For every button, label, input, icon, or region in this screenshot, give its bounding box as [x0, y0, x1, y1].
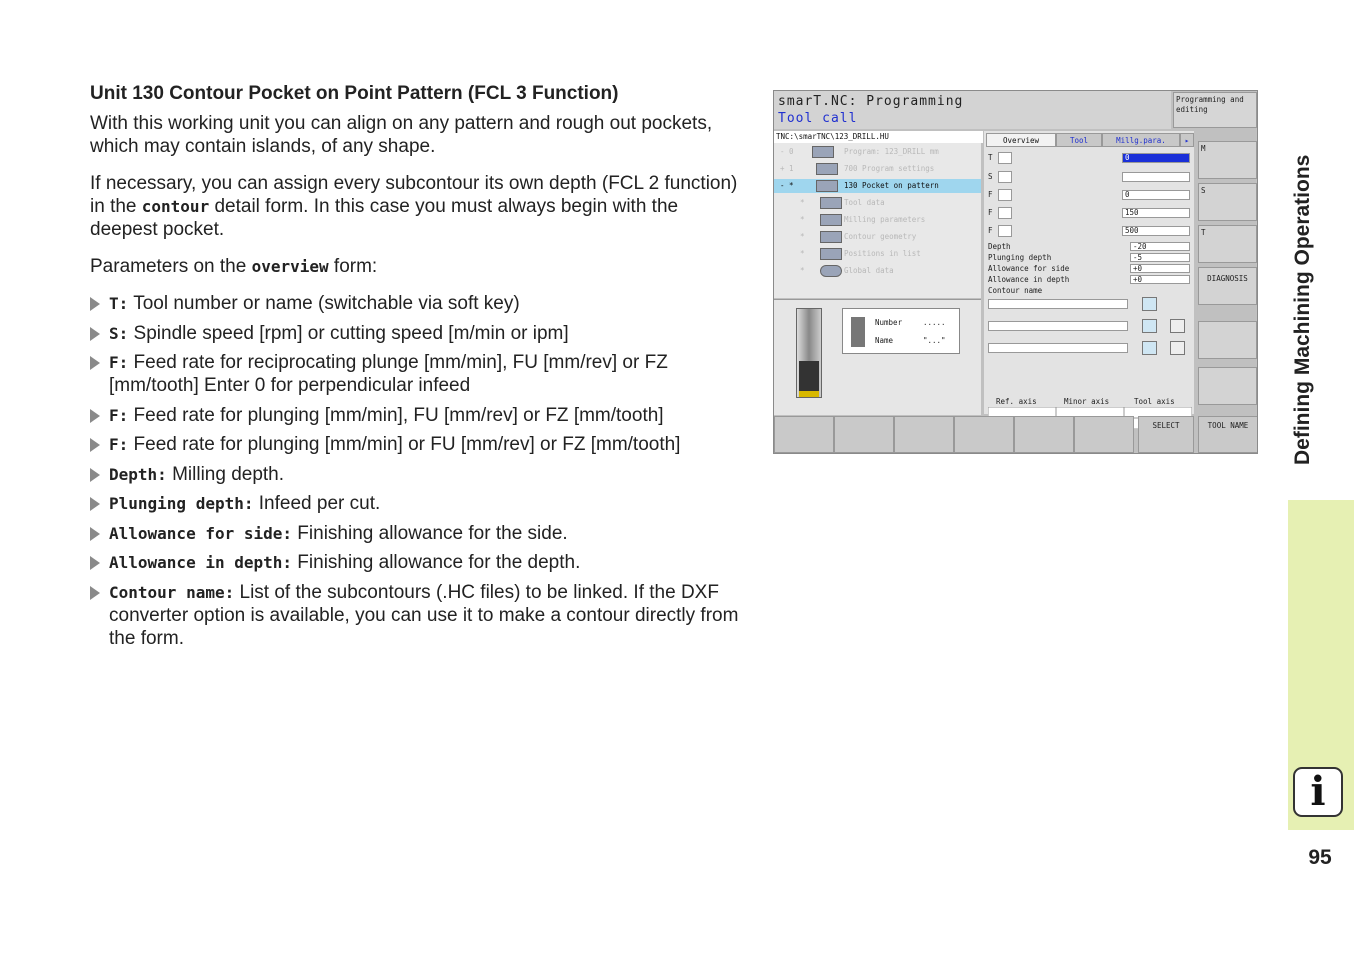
cnc-screen-image [773, 90, 1258, 454]
vertical-softkeys [1198, 131, 1258, 414]
field-key: T [988, 153, 993, 162]
milling-feed-input[interactable]: 500 [1122, 226, 1190, 236]
tree-label: Global data [844, 266, 894, 275]
spindle-speed-input[interactable] [1122, 172, 1190, 182]
tool-field-icon [998, 152, 1012, 164]
field-row-f3 [984, 223, 1194, 239]
plunge-feed-input[interactable]: 150 [1122, 208, 1190, 218]
global-data-icon [820, 265, 842, 277]
list-item [90, 463, 740, 486]
softkey-label: DIAGNOSIS [1207, 274, 1248, 283]
param-row-plunging [984, 252, 1194, 263]
program-icon [812, 146, 834, 158]
tree-symbol: * [800, 266, 805, 275]
tab-overview[interactable]: Overview [986, 133, 1056, 147]
tab-millg-para[interactable]: Millg.para. [1102, 133, 1180, 147]
depth-paragraph [90, 172, 740, 241]
softkey-empty[interactable] [1014, 416, 1074, 453]
intro-paragraph: With this working unit you can align on any pattern and rough out pockets, which may contain islands, of any shape. [90, 113, 713, 157]
plunging-depth-input[interactable]: -5 [1130, 253, 1190, 262]
param-row-side [984, 263, 1194, 274]
select-softkey[interactable] [1138, 416, 1194, 453]
param-desc: Finishing allowance for the side. [292, 522, 568, 544]
contour-pocket-icon[interactable] [1142, 319, 1157, 333]
param-label: Depth [988, 242, 1011, 251]
tree-symbol: * [800, 232, 805, 241]
contour-name-input[interactable] [988, 321, 1128, 331]
cutter-tip [799, 361, 819, 397]
screen-subtitle: Tool call [778, 111, 858, 126]
tree-label: Positions in list [844, 249, 921, 258]
tree-label: 130 Pocket on pattern [844, 181, 939, 190]
bullet-triangle-icon [90, 327, 100, 341]
ref-axis-header: Ref. axis [996, 397, 1037, 406]
number-value: ..... [923, 318, 946, 327]
softkey-t[interactable] [1198, 225, 1257, 263]
tree-item [774, 213, 981, 227]
bullet-triangle-icon [90, 356, 100, 370]
softkey-diagnosis[interactable] [1198, 267, 1257, 305]
tree-item [774, 264, 981, 278]
field-row-t [984, 150, 1194, 166]
tree-symbol: * [800, 198, 805, 207]
reciprocating-feed-icon [998, 189, 1012, 201]
param-desc: Spindle speed [rpm] or cutting speed [m/min or ipm] [128, 322, 569, 344]
tree-symbol: - 0 [780, 147, 794, 156]
page-number: 95 [1308, 846, 1332, 869]
param-key: Plunging depth: [109, 494, 254, 513]
settings-icon [816, 163, 838, 175]
tool-data-icon [820, 197, 842, 209]
list-item [90, 492, 740, 515]
parameter-list [90, 292, 740, 650]
param-key: F: [109, 435, 129, 454]
list-item [90, 433, 740, 456]
bullet-triangle-icon [90, 297, 100, 311]
tree-item [774, 145, 981, 159]
softkey-s[interactable] [1198, 183, 1257, 221]
bullet-triangle-icon [90, 556, 100, 570]
param-row-depth-allow [984, 274, 1194, 285]
end-mill-icon [796, 308, 822, 398]
tree-label: 700 Program settings [844, 164, 935, 173]
positions-icon [820, 248, 842, 260]
mode-indicator: Programming and editing [1173, 92, 1257, 128]
param-key: Contour name: [109, 582, 235, 602]
contour-name-input[interactable] [988, 343, 1128, 353]
tree-item [774, 247, 981, 261]
contour-name-label: Contour name [988, 286, 1043, 295]
param-key: S: [109, 323, 129, 343]
depth-input[interactable]: -20 [1130, 242, 1190, 251]
bullet-triangle-icon [90, 409, 100, 423]
softkey-label: S [1201, 186, 1206, 195]
field-row-s [984, 169, 1194, 185]
param-desc: Tool number or name (switchable via soft key) [128, 293, 520, 314]
bullet-triangle-icon [90, 497, 100, 511]
field-key: F [988, 190, 993, 199]
tree-symbol: * [800, 215, 805, 224]
list-item [90, 581, 740, 650]
overview-form [984, 131, 1194, 414]
param-label: Allowance for side [988, 264, 1070, 273]
softkey-empty[interactable] [774, 416, 834, 453]
list-item [90, 351, 740, 397]
tree-item [774, 162, 981, 176]
softkey-empty[interactable] [834, 416, 894, 453]
param-desc: Feed rate for reciprocating plunge [mm/min], FU [mm/rev] or FZ [mm/tooth] Enter 0 for perpendicular infeed [109, 352, 668, 396]
tree-label: Program: 123_DRILL mm [844, 147, 939, 156]
tab-scroll-arrow[interactable]: ▸ [1180, 133, 1194, 147]
tool-number-input[interactable]: 0 [1122, 153, 1190, 163]
contour-island-icon[interactable] [1170, 341, 1185, 355]
milling-feed-icon [998, 225, 1012, 237]
text-column [90, 82, 740, 656]
tree-label: Contour geometry [844, 232, 917, 241]
contour-name-input[interactable] [988, 299, 1128, 309]
param-desc: Milling depth. [166, 463, 285, 485]
field-row-f1 [984, 187, 1194, 203]
name-value: "..." [923, 336, 946, 345]
list-item [90, 322, 740, 345]
softkey-empty[interactable] [1074, 416, 1134, 453]
param-key: F: [109, 353, 129, 372]
bullet-triangle-icon [90, 438, 100, 452]
depth-paragraph-before: If necessary, you can assign every subcontour its own depth (FCL 2 function) in the [90, 173, 738, 217]
screen-title: smarT.NC: Programming [778, 94, 964, 109]
params-intro-after: form: [328, 256, 378, 277]
list-item [90, 551, 740, 574]
list-item [90, 522, 740, 545]
spindle-icon [998, 171, 1012, 183]
overview-code: overview [251, 257, 329, 276]
field-key: F [988, 226, 993, 235]
tree-item [774, 196, 981, 210]
bullet-triangle-icon [90, 527, 100, 541]
allowance-depth-input[interactable]: +0 [1130, 275, 1190, 284]
tool-preview [774, 299, 981, 415]
list-item [90, 292, 740, 315]
field-row-f2 [984, 205, 1194, 221]
tree-item [774, 230, 981, 244]
form-tabs [984, 131, 1194, 147]
contour-name-row [984, 285, 1194, 296]
file-path: TNC:\smarTNC\123_DRILL.HU [774, 131, 983, 143]
param-key: Allowance in depth: [109, 553, 293, 572]
softkey-empty[interactable] [1198, 367, 1257, 405]
tab-tool[interactable]: Tool [1056, 133, 1102, 147]
tree-label: Milling parameters [844, 215, 926, 224]
tool-info-box [842, 308, 960, 354]
bullet-triangle-icon [90, 468, 100, 482]
contour-geometry-icon [820, 231, 842, 243]
pocket-pattern-icon [816, 180, 838, 192]
tool-axis-header: Tool axis [1134, 397, 1175, 406]
list-item [90, 404, 740, 427]
params-intro [90, 255, 740, 278]
param-key: F: [109, 405, 129, 425]
softkey-empty[interactable] [894, 416, 954, 453]
chapter-title: Defining Machining Operations [1291, 154, 1314, 465]
softkey-empty[interactable] [954, 416, 1014, 453]
param-key: Depth: [109, 464, 167, 484]
contour-pocket-icon[interactable] [1142, 341, 1157, 355]
softkey-m[interactable] [1198, 141, 1257, 179]
param-label: Plunging depth [988, 253, 1052, 262]
param-row-depth [984, 241, 1194, 252]
tool-name-softkey[interactable] [1198, 416, 1258, 453]
contour-island-icon[interactable] [1170, 319, 1185, 333]
tool-icon [851, 317, 865, 347]
param-desc: List of the subcontours (.HC files) to be linked. If the DXF converter option is available, you can use it to make a contour directly from the form. [109, 581, 739, 649]
field-key: F [988, 208, 993, 217]
param-key: Allowance for side: [109, 523, 293, 543]
depth-paragraph-after: detail form. In this case you must always begin with the deepest pocket. [90, 196, 679, 240]
softkey-empty[interactable] [1198, 321, 1257, 359]
softkey-label: T [1201, 228, 1206, 237]
param-label: Allowance in depth [988, 275, 1070, 284]
reciprocating-feed-input[interactable]: 0 [1122, 190, 1190, 200]
tree-label: Tool data [844, 198, 885, 207]
tree-symbol: - * [780, 181, 794, 190]
contour-pocket-icon[interactable] [1142, 297, 1157, 311]
plunge-feed-icon [998, 207, 1012, 219]
softkey-label: TOOL NAME [1207, 421, 1249, 430]
milling-params-icon [820, 214, 842, 226]
softkey-label: SELECT [1152, 421, 1180, 430]
tree-item [774, 179, 981, 193]
softkey-label: M [1201, 144, 1206, 153]
param-key: T: [109, 294, 129, 313]
param-desc: Finishing allowance for the depth. [292, 552, 581, 573]
param-desc: Feed rate for plunging [mm/min], FU [mm/rev] or FZ [mm/tooth] [128, 404, 664, 426]
name-label: Name [875, 336, 894, 345]
bullet-triangle-icon [90, 586, 100, 600]
param-desc: Infeed per cut. [253, 493, 381, 514]
allowance-side-input[interactable]: +0 [1130, 264, 1190, 273]
tree-symbol: * [800, 249, 805, 258]
param-desc: Feed rate for plunging [mm/min] or FU [mm/rev] or FZ [mm/tooth] [128, 434, 681, 455]
program-tree [774, 143, 981, 298]
tree-symbol: + 1 [780, 164, 794, 173]
section-heading: Unit 130 Contour Pocket on Point Pattern (FCL 3 Function) [90, 83, 619, 104]
params-intro-before: Parameters on the [90, 256, 252, 277]
field-key: S [988, 172, 993, 181]
screen-header [774, 91, 1171, 129]
minor-axis-header: Minor axis [1064, 397, 1110, 406]
number-label: Number [875, 318, 903, 327]
info-icon: i [1293, 767, 1343, 817]
contour-code: contour [141, 197, 210, 216]
